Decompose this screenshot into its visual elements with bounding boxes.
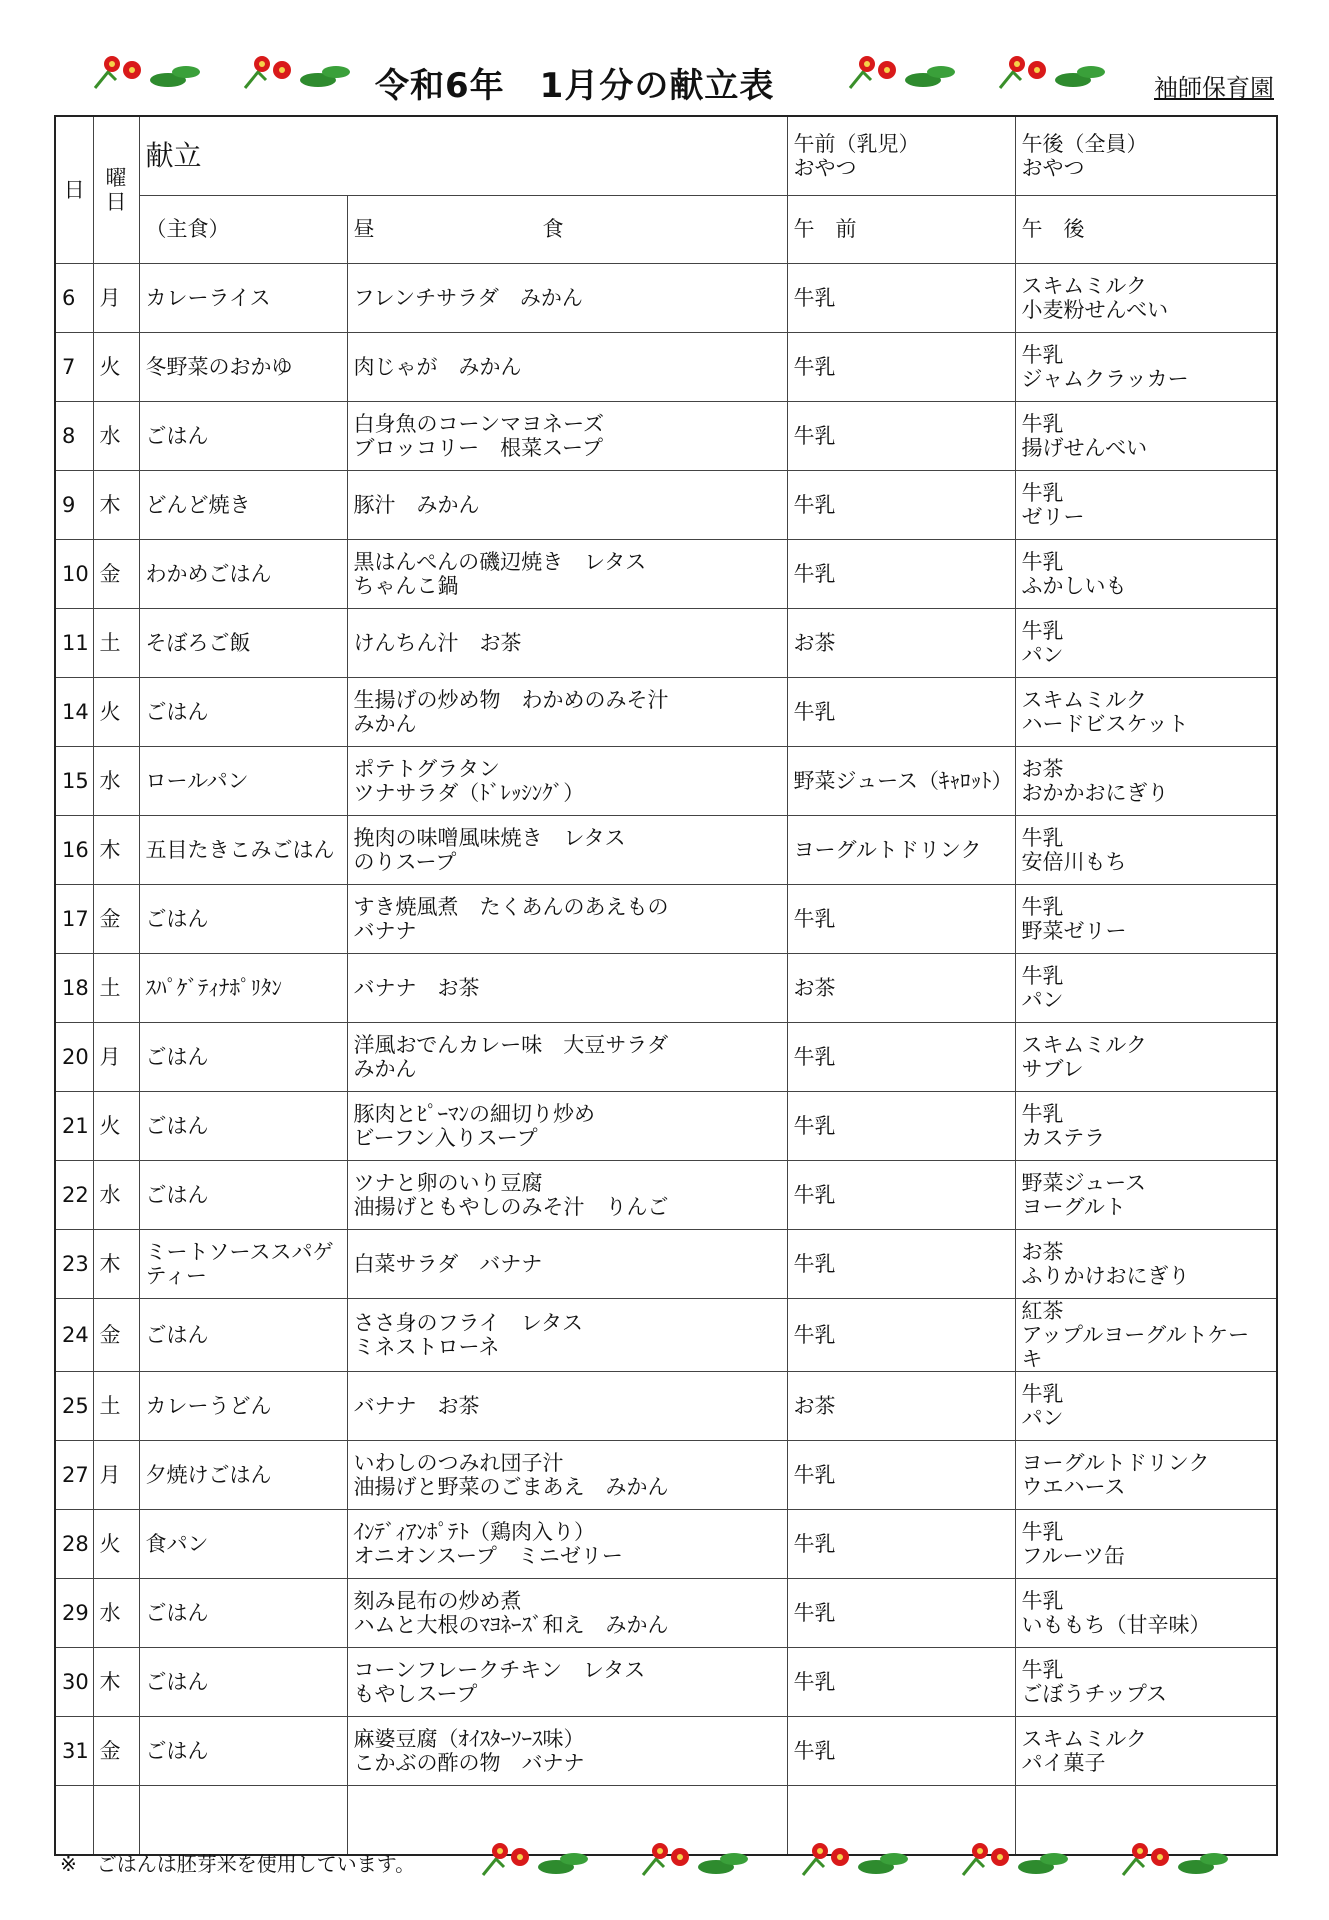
menu-staple-cell: ごはん	[139, 1299, 347, 1372]
menu-staple-cell: そぼろご飯	[139, 609, 347, 678]
plum-pine-icon	[1123, 1843, 1228, 1875]
menu-weekday-cell: 木	[93, 471, 139, 540]
header-day: 日	[55, 116, 93, 264]
menu-am-snack-cell: 牛乳	[787, 1648, 1015, 1717]
table-row	[55, 609, 1277, 678]
menu-weekday-cell: 金	[93, 540, 139, 609]
menu-staple-cell: ごはん	[139, 678, 347, 747]
menu-weekday-cell: 月	[93, 1441, 139, 1510]
menu-weekday-cell: 月	[93, 264, 139, 333]
menu-pm-snack-cell: 牛乳 フルーツ缶	[1015, 1510, 1277, 1579]
menu-pm-snack-cell: 牛乳 安倍川もち	[1015, 816, 1277, 885]
menu-pm-snack-cell: 紅茶 アップルヨーグルトケーキ	[1015, 1299, 1277, 1372]
menu-lunch-cell: 豚肉とﾋﾟｰﾏﾝの細切り炒め ビーフン入りスープ	[347, 1092, 787, 1161]
plum-pine-icon	[803, 1843, 908, 1875]
header-staple: （主食）	[139, 196, 347, 264]
empty-cell	[55, 1786, 93, 1856]
empty-cell	[139, 1786, 347, 1856]
plum-pine-icon	[963, 1843, 1068, 1875]
menu-table	[54, 115, 1278, 1856]
table-row	[55, 1023, 1277, 1092]
menu-am-snack-cell: 牛乳	[787, 1717, 1015, 1786]
menu-weekday-cell: 木	[93, 1230, 139, 1299]
menu-am-snack-cell: 牛乳	[787, 540, 1015, 609]
menu-weekday-cell: 火	[93, 678, 139, 747]
menu-day-cell: 8	[55, 402, 93, 471]
table-row	[55, 1230, 1277, 1299]
menu-day-cell: 14	[55, 678, 93, 747]
menu-am-snack-cell: 牛乳	[787, 678, 1015, 747]
menu-day-cell: 10	[55, 540, 93, 609]
plum-pine-icon	[1000, 56, 1105, 88]
header-pm: 午 後	[1015, 196, 1277, 264]
menu-staple-cell: どんど焼き	[139, 471, 347, 540]
menu-staple-cell: ロールパン	[139, 747, 347, 816]
menu-pm-snack-cell: スキムミルク 小麦粉せんべい	[1015, 264, 1277, 333]
menu-am-snack-cell: 牛乳	[787, 885, 1015, 954]
menu-am-snack-cell: 牛乳	[787, 471, 1015, 540]
menu-pm-snack-cell: 牛乳 野菜ゼリー	[1015, 885, 1277, 954]
table-row	[55, 747, 1277, 816]
table-row	[55, 402, 1277, 471]
menu-staple-cell: ごはん	[139, 1161, 347, 1230]
menu-am-snack-cell: 牛乳	[787, 1092, 1015, 1161]
menu-lunch-cell: バナナ お茶	[347, 954, 787, 1023]
menu-weekday-cell: 木	[93, 816, 139, 885]
menu-day-cell: 28	[55, 1510, 93, 1579]
menu-pm-snack-cell: お茶 ふりかけおにぎり	[1015, 1230, 1277, 1299]
menu-staple-cell: ごはん	[139, 885, 347, 954]
menu-am-snack-cell: 野菜ジュース（ｷｬﾛｯﾄ）	[787, 747, 1015, 816]
menu-staple-cell: ごはん	[139, 1023, 347, 1092]
menu-pm-snack-cell: スキムミルク パイ菓子	[1015, 1717, 1277, 1786]
menu-weekday-cell: 金	[93, 1717, 139, 1786]
menu-weekday-cell: 水	[93, 747, 139, 816]
menu-staple-cell: カレーうどん	[139, 1372, 347, 1441]
menu-day-cell: 20	[55, 1023, 93, 1092]
menu-weekday-cell: 金	[93, 885, 139, 954]
menu-pm-snack-cell: 牛乳 ふかしいも	[1015, 540, 1277, 609]
menu-am-snack-cell: 牛乳	[787, 402, 1015, 471]
menu-lunch-cell: ｲﾝﾃﾞｨｱﾝﾎﾟﾃﾄ（鶏肉入り） オニオンスープ ミニゼリー	[347, 1510, 787, 1579]
menu-weekday-cell: 木	[93, 1648, 139, 1717]
header-lunch: 昼 食	[347, 196, 787, 264]
header-menu: 献立	[139, 116, 787, 196]
table-row	[55, 471, 1277, 540]
menu-lunch-cell: フレンチサラダ みかん	[347, 264, 787, 333]
table-row	[55, 816, 1277, 885]
menu-pm-snack-cell: 牛乳 ゼリー	[1015, 471, 1277, 540]
menu-lunch-cell: バナナ お茶	[347, 1372, 787, 1441]
menu-day-cell: 25	[55, 1372, 93, 1441]
menu-weekday-cell: 土	[93, 954, 139, 1023]
table-row	[55, 1648, 1277, 1717]
menu-staple-cell: ごはん	[139, 402, 347, 471]
menu-staple-cell: 食パン	[139, 1510, 347, 1579]
menu-lunch-cell: ポテトグラタン ツナサラダ（ﾄﾞﾚｯｼﾝｸﾞ）	[347, 747, 787, 816]
menu-weekday-cell: 土	[93, 1372, 139, 1441]
menu-lunch-cell: 肉じゃが みかん	[347, 333, 787, 402]
menu-am-snack-cell: 牛乳	[787, 1510, 1015, 1579]
plum-pine-decoration-right	[845, 50, 1135, 95]
menu-staple-cell: ごはん	[139, 1092, 347, 1161]
menu-pm-snack-cell: 牛乳 カステラ	[1015, 1092, 1277, 1161]
table-row	[55, 678, 1277, 747]
menu-pm-snack-cell: 牛乳 ジャムクラッカー	[1015, 333, 1277, 402]
menu-day-cell: 11	[55, 609, 93, 678]
menu-lunch-cell: すき焼風煮 たくあんのあえもの バナナ	[347, 885, 787, 954]
menu-day-cell: 24	[55, 1299, 93, 1372]
menu-am-snack-cell: 牛乳	[787, 1299, 1015, 1372]
menu-lunch-cell: 黒はんぺんの磯辺焼き レタス ちゃんこ鍋	[347, 540, 787, 609]
menu-lunch-cell: 生揚げの炒め物 わかめのみそ汁 みかん	[347, 678, 787, 747]
menu-lunch-cell: 白身魚のコーンマヨネーズ ブロッコリー 根菜スープ	[347, 402, 787, 471]
menu-am-snack-cell: ヨーグルトドリンク	[787, 816, 1015, 885]
menu-am-snack-cell: 牛乳	[787, 333, 1015, 402]
table-row	[55, 954, 1277, 1023]
menu-staple-cell: カレーライス	[139, 264, 347, 333]
menu-staple-cell: ごはん	[139, 1648, 347, 1717]
menu-staple-cell: わかめごはん	[139, 540, 347, 609]
menu-am-snack-cell: お茶	[787, 609, 1015, 678]
menu-am-snack-cell: 牛乳	[787, 1161, 1015, 1230]
page-title: 令和6年 1月分の献立表	[375, 66, 775, 106]
menu-lunch-cell: いわしのつみれ団子汁 油揚げと野菜のごまあえ みかん	[347, 1441, 787, 1510]
menu-pm-snack-cell: 牛乳 パン	[1015, 1372, 1277, 1441]
empty-cell	[93, 1786, 139, 1856]
table-row	[55, 885, 1277, 954]
menu-day-cell: 16	[55, 816, 93, 885]
plum-pine-icon	[95, 56, 200, 88]
menu-weekday-cell: 水	[93, 1161, 139, 1230]
menu-staple-cell: ごはん	[139, 1717, 347, 1786]
menu-lunch-cell: 豚汁 みかん	[347, 471, 787, 540]
menu-day-cell: 29	[55, 1579, 93, 1648]
menu-lunch-cell: 挽肉の味噌風味焼き レタス のりスープ	[347, 816, 787, 885]
plum-pine-icon	[850, 56, 955, 88]
menu-day-cell: 18	[55, 954, 93, 1023]
table-row	[55, 540, 1277, 609]
menu-pm-snack-cell: 牛乳 パン	[1015, 609, 1277, 678]
menu-pm-snack-cell: お茶 おかかおにぎり	[1015, 747, 1277, 816]
menu-weekday-cell: 水	[93, 402, 139, 471]
menu-staple-cell: 冬野菜のおかゆ	[139, 333, 347, 402]
menu-day-cell: 21	[55, 1092, 93, 1161]
table-row	[55, 1510, 1277, 1579]
table-row	[55, 264, 1277, 333]
footnote: ※ ごはんは胚芽米を使用しています。	[60, 1852, 416, 1876]
menu-day-cell: 17	[55, 885, 93, 954]
table-row	[55, 1161, 1277, 1230]
menu-lunch-cell: ツナと卵のいり豆腐 油揚げともやしのみそ汁 りんご	[347, 1161, 787, 1230]
menu-day-cell: 31	[55, 1717, 93, 1786]
menu-day-cell: 9	[55, 471, 93, 540]
menu-day-cell: 7	[55, 333, 93, 402]
menu-pm-snack-cell: スキムミルク サブレ	[1015, 1023, 1277, 1092]
school-name: 袖師保育園	[1154, 74, 1274, 102]
menu-am-snack-cell: 牛乳	[787, 1230, 1015, 1299]
table-row	[55, 1372, 1277, 1441]
menu-am-snack-cell: 牛乳	[787, 1579, 1015, 1648]
menu-pm-snack-cell: ヨーグルトドリンク ウエハース	[1015, 1441, 1277, 1510]
menu-staple-cell: ｽﾊﾟｹﾞﾃｨﾅﾎﾟﾘﾀﾝ	[139, 954, 347, 1023]
table-row	[55, 333, 1277, 402]
table-row	[55, 1092, 1277, 1161]
menu-weekday-cell: 土	[93, 609, 139, 678]
header-pm-snack: 午後（全員） おやつ	[1015, 116, 1277, 196]
menu-staple-cell: 夕焼けごはん	[139, 1441, 347, 1510]
menu-lunch-cell: ささ身のフライ レタス ミネストローネ	[347, 1299, 787, 1372]
menu-am-snack-cell: 牛乳	[787, 264, 1015, 333]
menu-weekday-cell: 月	[93, 1023, 139, 1092]
header-am-snack: 午前（乳児） おやつ	[787, 116, 1015, 196]
menu-lunch-cell: 洋風おでんカレー味 大豆サラダ みかん	[347, 1023, 787, 1092]
plum-pine-icon	[245, 56, 350, 88]
menu-body	[55, 264, 1277, 1856]
menu-pm-snack-cell: スキムミルク ハードビスケット	[1015, 678, 1277, 747]
menu-weekday-cell: 金	[93, 1299, 139, 1372]
menu-day-cell: 27	[55, 1441, 93, 1510]
menu-staple-cell: 五目たきこみごはん	[139, 816, 347, 885]
menu-weekday-cell: 火	[93, 333, 139, 402]
menu-pm-snack-cell: 牛乳 揚げせんべい	[1015, 402, 1277, 471]
menu-lunch-cell: けんちん汁 お茶	[347, 609, 787, 678]
table-row	[55, 1441, 1277, 1510]
menu-lunch-cell: 刻み昆布の炒め煮 ハムと大根のﾏﾖﾈｰｽﾞ和え みかん	[347, 1579, 787, 1648]
menu-am-snack-cell: 牛乳	[787, 1023, 1015, 1092]
menu-pm-snack-cell: 野菜ジュース ヨーグルト	[1015, 1161, 1277, 1230]
plum-pine-icon	[643, 1843, 748, 1875]
menu-lunch-cell: 白菜サラダ バナナ	[347, 1230, 787, 1299]
menu-day-cell: 6	[55, 264, 93, 333]
menu-am-snack-cell: お茶	[787, 954, 1015, 1023]
header-weekday: 曜 日	[93, 116, 139, 264]
menu-day-cell: 30	[55, 1648, 93, 1717]
plum-pine-decoration-bottom	[478, 1837, 1268, 1882]
menu-weekday-cell: 火	[93, 1092, 139, 1161]
table-row	[55, 1299, 1277, 1372]
menu-day-cell: 23	[55, 1230, 93, 1299]
menu-staple-cell: ごはん	[139, 1579, 347, 1648]
menu-day-cell: 15	[55, 747, 93, 816]
table-row	[55, 1579, 1277, 1648]
menu-pm-snack-cell: 牛乳 ごぼうチップス	[1015, 1648, 1277, 1717]
plum-pine-decoration-left	[90, 50, 380, 95]
menu-staple-cell: ミートソーススパゲティー	[139, 1230, 347, 1299]
menu-weekday-cell: 火	[93, 1510, 139, 1579]
menu-pm-snack-cell: 牛乳 パン	[1015, 954, 1277, 1023]
menu-day-cell: 22	[55, 1161, 93, 1230]
menu-lunch-cell: 麻婆豆腐（ｵｲｽﾀｰｿｰｽ味） こかぶの酢の物 バナナ	[347, 1717, 787, 1786]
menu-pm-snack-cell: 牛乳 いももち（甘辛味）	[1015, 1579, 1277, 1648]
plum-pine-icon	[483, 1843, 588, 1875]
menu-lunch-cell: コーンフレークチキン レタス もやしスープ	[347, 1648, 787, 1717]
menu-weekday-cell: 水	[93, 1579, 139, 1648]
header-am: 午 前	[787, 196, 1015, 264]
menu-am-snack-cell: 牛乳	[787, 1441, 1015, 1510]
menu-am-snack-cell: お茶	[787, 1372, 1015, 1441]
table-row	[55, 1717, 1277, 1786]
